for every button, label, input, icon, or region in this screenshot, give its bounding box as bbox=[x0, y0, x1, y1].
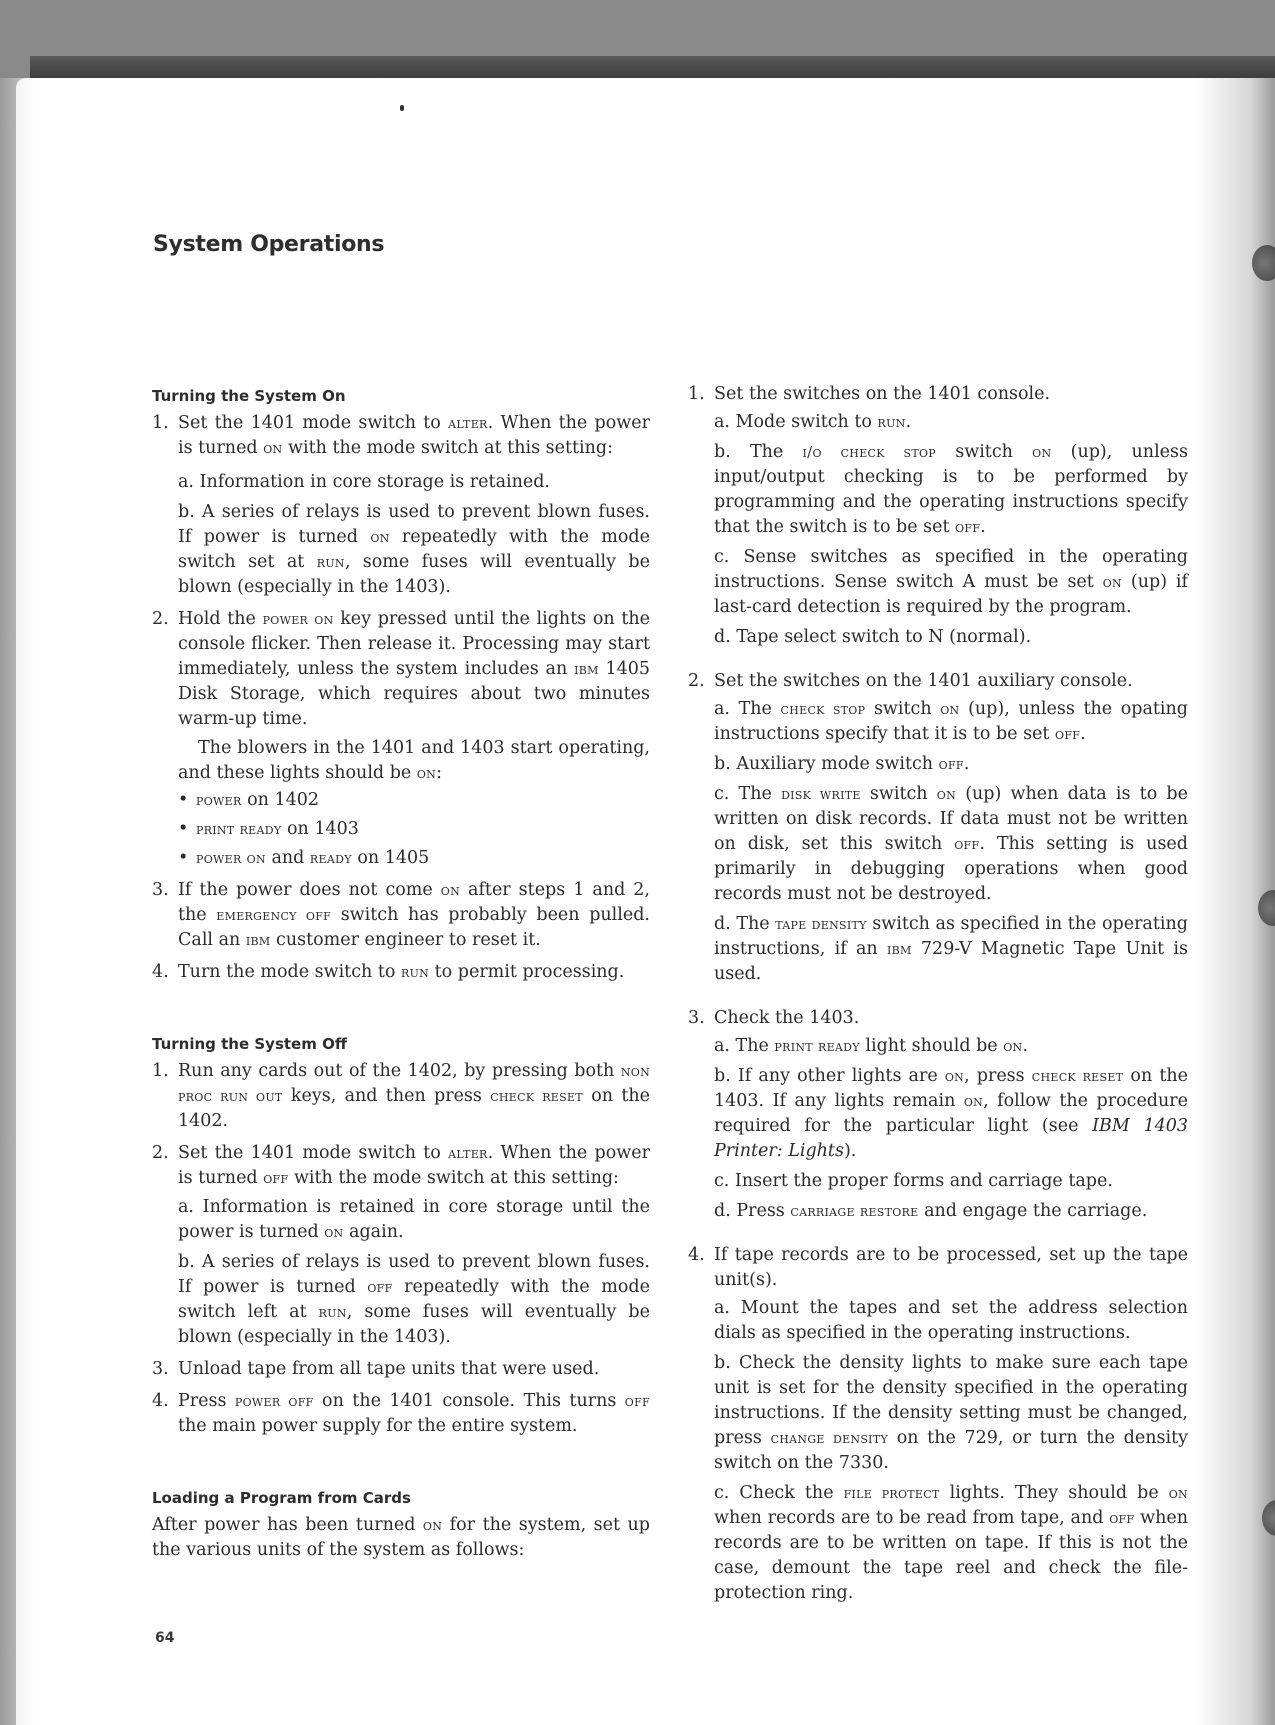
item-number: 2. bbox=[152, 1143, 169, 1163]
list-item bbox=[152, 1389, 650, 1439]
bullet-item: • power on 1402 bbox=[178, 788, 650, 813]
list-item bbox=[688, 1006, 1188, 1224]
item-paragraph: The blowers in the 1401 and 1403 start operating, and these lights should be on: bbox=[178, 738, 650, 783]
item-text: Check the 1403. bbox=[714, 1008, 860, 1028]
item-text: Unload tape from all tape units that were used. bbox=[178, 1359, 600, 1379]
sub-item: a. Mode switch to run. bbox=[714, 412, 912, 432]
page-title: System Operations bbox=[153, 232, 385, 257]
sub-item: d. The tape density switch as specified in the operating instructions, if an ibm 729-V Magnetic Tape Unit is used. bbox=[714, 914, 1188, 984]
sub-item: b. If any other lights are on, press check reset on the 1403. If any lights remain on, follow the procedure required for the particular light (see IBM 1403 Printer: Lights). bbox=[714, 1066, 1188, 1161]
sub-item: c. Insert the proper forms and carriage tape. bbox=[714, 1171, 1113, 1191]
sub-item: a. Information in core storage is retained. bbox=[178, 472, 550, 492]
sub-item: d. Tape select switch to N (normal). bbox=[714, 627, 1032, 647]
item-text: Hold the power on key pressed until the lights on the console flicker. Then release it. Processing may start immediately, unless the system includes an ibm 1405 Disk Storage, which requires about two minutes warm-up time. bbox=[178, 609, 650, 729]
sub-item: c. The disk write switch on (up) when data is to be written on disk records. If data must not be written on disk, set this switch off. This setting is used primarily in debugging operations when good records must not be destroyed. bbox=[714, 784, 1188, 904]
right-column bbox=[688, 382, 1188, 1613]
section-heading-loading-program: Loading a Program from Cards bbox=[152, 1489, 411, 1507]
item-text: Turn the mode switch to run to permit processing. bbox=[178, 962, 625, 982]
page-number: 64 bbox=[155, 1630, 175, 1646]
item-number: 4. bbox=[152, 1391, 169, 1411]
list-item bbox=[152, 960, 650, 985]
item-text: Set the switches on the 1401 console. bbox=[714, 384, 1051, 404]
list-item bbox=[152, 1059, 650, 1134]
list-item bbox=[152, 1357, 650, 1382]
item-number: 1. bbox=[688, 384, 705, 404]
item-number: 4. bbox=[688, 1245, 705, 1265]
speck-mark bbox=[400, 105, 404, 111]
item-number: 2. bbox=[152, 609, 169, 629]
sub-item: a. The print ready light should be on. bbox=[714, 1036, 1029, 1056]
item-number: 1. bbox=[152, 413, 169, 433]
list-item bbox=[688, 669, 1188, 987]
left-column bbox=[152, 384, 650, 1563]
item-number: 1. bbox=[152, 1061, 169, 1081]
item-number: 3. bbox=[152, 1359, 169, 1379]
section-heading-turning-off: Turning the System Off bbox=[152, 1035, 347, 1053]
sub-item: a. Mount the tapes and set the address selection dials as specified in the operating instructions. bbox=[714, 1298, 1188, 1343]
sub-item: b. A series of relays is used to prevent blown fuses. If power is turned off repeatedly with the mode switch left at run, some fuses will eventually be blown (especially in the 1403). bbox=[178, 1252, 650, 1347]
sub-item: a. The check stop switch on (up), unless the opating instructions specify that it is to be set off. bbox=[714, 699, 1188, 744]
sub-item: a. Information is retained in core storage until the power is turned on again. bbox=[178, 1197, 650, 1242]
list-item bbox=[152, 411, 650, 600]
item-text: If tape records are to be processed, set up the tape unit(s). bbox=[714, 1245, 1188, 1290]
item-number: 2. bbox=[688, 671, 705, 691]
item-number: 3. bbox=[152, 880, 169, 900]
item-number: 3. bbox=[688, 1008, 705, 1028]
sub-item: b. Check the density lights to make sure each tape unit is set for the density specified in the operating instructions. If the density setting must be changed, press change density on the 729, or turn the density switch on the 7330. bbox=[714, 1353, 1188, 1473]
item-text: Set the 1401 mode switch to alter. When the power is turned on with the mode switch at this setting: bbox=[178, 413, 650, 458]
item-text: Set the switches on the 1401 auxiliary console. bbox=[714, 671, 1133, 691]
list-item bbox=[688, 382, 1188, 650]
item-text: Press power off on the 1401 console. This turns off the main power supply for the entire system. bbox=[178, 1391, 650, 1436]
item-text: If the power does not come on after steps 1 and 2, the emergency off switch has probably been pulled. Call an ibm customer engineer to reset it. bbox=[178, 880, 650, 950]
list-item bbox=[152, 1141, 650, 1350]
list-item bbox=[152, 607, 650, 871]
sub-item: c. Sense switches as specified in the operating instructions. Sense switch A must be set on (up) if last-card detection is required by the program. bbox=[714, 547, 1189, 617]
sub-item: c. Check the file protect lights. They should be on when records are to be read from tape, and off when records are to be written on tape. If this is not the case, demount the tape reel and check the file-protection ring. bbox=[714, 1483, 1189, 1603]
bullet-item: • power on and ready on 1405 bbox=[178, 846, 650, 871]
list-item bbox=[152, 878, 650, 953]
sub-item: d. Press carriage restore and engage the carriage. bbox=[714, 1201, 1148, 1221]
section-intro: After power has been turned on for the system, set up the various units of the system as follows: bbox=[152, 1515, 650, 1560]
binder-hole-icon bbox=[1252, 245, 1275, 281]
sub-item: b. A series of relays is used to prevent blown fuses. If power is turned on repeatedly with the mode switch set at run, some fuses will eventually be blown (especially in the 1403). bbox=[178, 502, 650, 597]
list-item bbox=[688, 1243, 1188, 1606]
item-number: 4. bbox=[152, 962, 169, 982]
section-heading-turning-on: Turning the System On bbox=[152, 387, 346, 405]
sub-item: b. The i/o check stop switch on (up), unless input/output checking is to be performed by programming and the operating instructions specify that the switch is to be set off. bbox=[714, 442, 1188, 537]
bullet-item: • print ready on 1403 bbox=[178, 817, 650, 842]
scan-top-shadow bbox=[30, 56, 1275, 80]
item-text: Run any cards out of the 1402, by pressing both non proc run out keys, and then press check reset on the 1402. bbox=[178, 1061, 650, 1131]
item-text: Set the 1401 mode switch to alter. When the power is turned off with the mode switch at this setting: bbox=[178, 1143, 650, 1188]
sub-item: b. Auxiliary mode switch off. bbox=[714, 754, 970, 774]
